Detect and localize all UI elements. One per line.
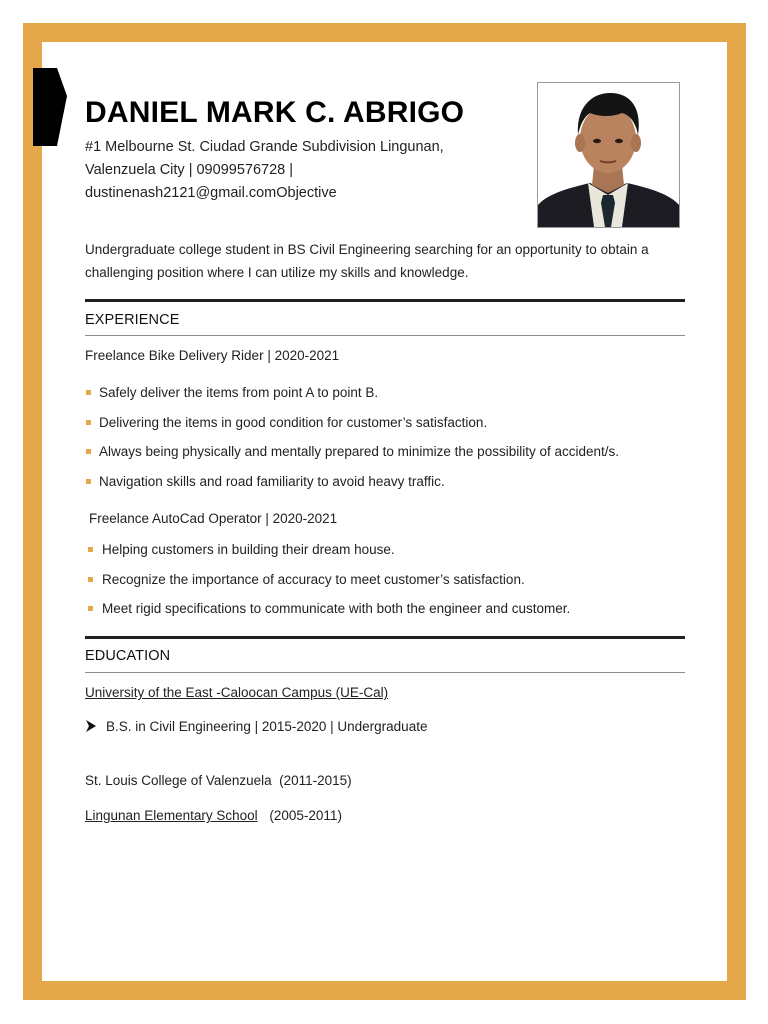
address-line-3: dustinenash2121@gmail.comObjective (85, 185, 337, 201)
bullet-square-icon (88, 606, 93, 611)
contact-info (85, 136, 505, 205)
list-item: Navigation skills and road familiarity to avoid heavy traffic. (86, 473, 619, 503)
high-school-line: St. Louis College of Valenzuela (2011-2015) (85, 773, 352, 788)
objective-text: Undergraduate college student in BS Civil Engineering searching for an opportunity to obtain a challenging position where I can utilize my skills and knowledge. (85, 242, 649, 280)
candidate-name: DANIEL MARK C. ABRIGO (85, 96, 465, 129)
education-rule-top (85, 636, 685, 639)
education-rule-bottom (85, 672, 685, 673)
list-item: Helping customers in building their dream house. (88, 541, 570, 571)
education-heading: EDUCATION (85, 648, 171, 664)
bullet-square-icon (86, 390, 91, 395)
portrait-photo-icon (538, 83, 679, 227)
header-marker-icon (33, 68, 67, 146)
university-name: University of the East -Caloocan Campus (UE-Cal) (85, 685, 389, 700)
job-bullets-bike-rider (86, 384, 619, 502)
elementary-line (85, 808, 342, 823)
list-item: Delivering the items in good condition for customer’s satisfaction. (86, 414, 619, 444)
list-item: Safely deliver the items from point A to point B. (86, 384, 619, 414)
experience-rule-top (85, 299, 685, 302)
job-title-bike-rider: Freelance Bike Delivery Rider | 2020-2021 (85, 348, 340, 363)
degree-text: B.S. in Civil Engineering | 2015-2020 | Undergraduate (106, 719, 428, 734)
elementary-school-name: Lingunan Elementary School (85, 808, 258, 823)
bullet-square-icon (88, 577, 93, 582)
experience-rule-bottom (85, 335, 685, 336)
bullet-square-icon (86, 449, 91, 454)
address-line-2: Valenzuela City | 09099576728 | (85, 162, 293, 178)
address-line-1: #1 Melbourne St. Ciudad Grande Subdivision Lingunan, (85, 139, 444, 155)
bullet-square-icon (86, 420, 91, 425)
bullet-square-icon (86, 479, 91, 484)
list-item: Recognize the importance of accuracy to meet customer’s satisfaction. (88, 571, 570, 601)
list-item: Meet rigid specifications to communicate with both the engineer and customer. (88, 600, 570, 630)
profile-photo (537, 82, 680, 228)
list-item: Always being physically and mentally prepared to minimize the possibility of accident/s. (86, 443, 619, 473)
job-bullets-autocad (88, 541, 570, 630)
job-title-autocad: Freelance AutoCad Operator | 2020-2021 (89, 511, 338, 526)
elementary-years: (2005-2011) (269, 808, 342, 823)
degree-line (86, 719, 427, 734)
bullet-square-icon (88, 547, 93, 552)
experience-heading: EXPERIENCE (85, 312, 180, 328)
arrowhead-icon (86, 720, 96, 732)
